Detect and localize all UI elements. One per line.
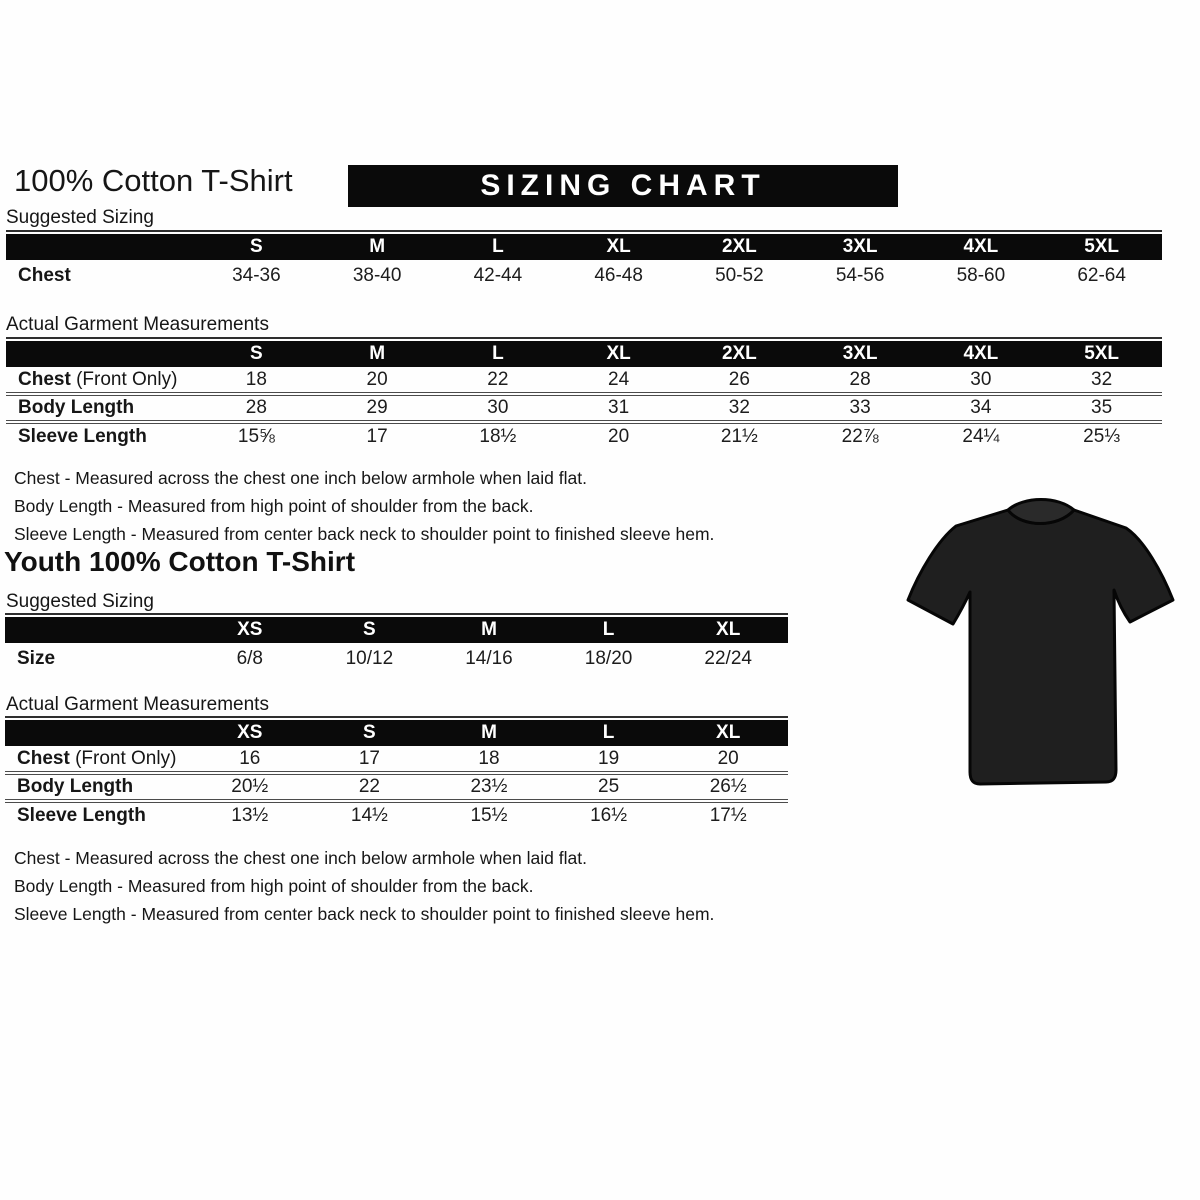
tshirt-body-shape — [908, 510, 1173, 784]
youth-suggested-section-label: Suggested Sizing — [6, 591, 154, 612]
table-row — [6, 367, 1162, 394]
column-header-2xl: 2XL — [679, 341, 800, 367]
table-row — [6, 422, 1162, 449]
size-value-cell: 29 — [317, 394, 438, 422]
size-value-cell: 26 — [728, 368, 750, 390]
table-row — [5, 643, 788, 674]
column-header-5xl: 5XL — [1041, 341, 1162, 367]
column-header-2xl: 2XL — [679, 234, 800, 260]
column-header-m: M — [317, 341, 438, 367]
size-value-cell: 21½ — [679, 422, 800, 449]
header-corner-cell — [5, 617, 190, 643]
column-header-xl: XL — [558, 341, 679, 367]
sizing-chart-banner: SIZING CHART — [348, 165, 898, 207]
table-row — [5, 801, 788, 828]
header-corner-cell — [6, 341, 196, 367]
size-value-cell: 62-64 — [1077, 264, 1126, 286]
column-header-xl: XL — [668, 617, 788, 643]
table-header-row — [6, 341, 1162, 367]
size-value-cell: 34-36 — [232, 264, 281, 286]
column-header-3xl: 3XL — [800, 341, 921, 367]
size-value-cell: 19 — [598, 747, 620, 769]
youth-actual-section-label: Actual Garment Measurements — [6, 694, 269, 715]
sizing-table — [6, 341, 1162, 449]
size-value-cell: 15½ — [429, 801, 549, 828]
row-label: Chest (Front Only) — [17, 747, 177, 769]
column-header-l: L — [438, 234, 559, 260]
column-header-l: L — [438, 341, 559, 367]
sizing-table — [5, 617, 788, 674]
adult-measurement-notes — [14, 464, 714, 548]
size-value-cell: 10/12 — [345, 647, 394, 669]
youth-section-title: Youth 100% Cotton T-Shirt — [4, 546, 356, 577]
size-value-cell: 17 — [358, 747, 380, 769]
row-label: Sleeve Length — [5, 801, 190, 828]
header-corner-cell — [5, 720, 190, 746]
size-value-cell: 20 — [717, 747, 739, 769]
size-value-cell: 46-48 — [594, 264, 643, 286]
column-header-l: L — [549, 720, 669, 746]
size-value-cell: 33 — [800, 394, 921, 422]
size-value-cell: 22 — [310, 773, 430, 801]
note-line: Body Length - Measured from high point of shoulder from the back. — [14, 496, 534, 516]
tshirt-illustration — [890, 476, 1190, 818]
size-value-cell: 30 — [438, 394, 559, 422]
size-value-cell: 16½ — [549, 801, 669, 828]
column-header-3xl: 3XL — [800, 234, 921, 260]
table-header-row — [5, 720, 788, 746]
size-value-cell: 23½ — [429, 773, 549, 801]
size-value-cell: 18 — [245, 368, 267, 390]
size-value-cell: 18/20 — [584, 647, 633, 669]
size-value-cell: 24 — [608, 368, 630, 390]
column-header-xs: XS — [190, 720, 310, 746]
size-value-cell: 28 — [849, 368, 871, 390]
column-header-s: S — [310, 720, 430, 746]
note-line: Chest - Measured across the chest one inch below armhole when laid flat. — [14, 468, 587, 488]
adult-suggested-section-label: Suggested Sizing — [6, 207, 154, 228]
size-value-cell: 22/24 — [704, 647, 752, 669]
adult-actual-section-label: Actual Garment Measurements — [6, 314, 269, 335]
column-header-m: M — [317, 234, 438, 260]
header-corner-cell — [6, 234, 196, 260]
table-row — [5, 773, 788, 801]
size-value-cell: 14½ — [310, 801, 430, 828]
size-value-cell: 58-60 — [956, 264, 1006, 286]
size-value-cell: 42-44 — [473, 264, 523, 286]
size-value-cell: 32 — [679, 394, 800, 422]
size-value-cell: 26½ — [668, 773, 788, 801]
column-header-m: M — [429, 720, 549, 746]
size-value-cell: 25 — [549, 773, 669, 801]
size-value-cell: 32 — [1091, 368, 1113, 390]
page-title: 100% Cotton T-Shirt — [14, 163, 293, 198]
column-header-xl: XL — [668, 720, 788, 746]
size-value-cell: 50-52 — [715, 264, 764, 286]
size-value-cell: 34 — [921, 394, 1042, 422]
column-header-s: S — [196, 341, 317, 367]
size-value-cell: 31 — [558, 394, 679, 422]
column-header-5xl: 5XL — [1041, 234, 1162, 260]
size-value-cell: 13½ — [190, 801, 310, 828]
table-row — [6, 394, 1162, 422]
size-value-cell: 35 — [1041, 394, 1162, 422]
table-row — [5, 746, 788, 773]
size-value-cell: 24¼ — [921, 422, 1042, 449]
size-value-cell: 22⅞ — [800, 422, 921, 449]
column-header-xl: XL — [558, 234, 679, 260]
size-value-cell: 18 — [478, 747, 500, 769]
table-header-row — [6, 234, 1162, 260]
size-value-cell: 6/8 — [236, 647, 263, 669]
youth-measurement-notes — [14, 844, 714, 928]
size-value-cell: 20½ — [190, 773, 310, 801]
column-header-4xl: 4XL — [921, 234, 1042, 260]
row-label: Sleeve Length — [6, 422, 196, 449]
size-value-cell: 25⅓ — [1041, 422, 1162, 449]
size-value-cell: 54-56 — [835, 264, 885, 286]
note-line: Sleeve Length - Measured from center back neck to shoulder point to finished sleeve hem. — [14, 904, 715, 924]
row-label: Size — [17, 647, 56, 669]
size-value-cell: 20 — [558, 422, 679, 449]
adult-actual-measurements-table — [6, 337, 1162, 449]
size-value-cell: 20 — [366, 368, 388, 390]
note-line: Body Length - Measured from high point of shoulder from the back. — [14, 876, 534, 896]
column-header-s: S — [196, 234, 317, 260]
tshirt-photo — [890, 476, 1190, 818]
note-line: Sleeve Length - Measured from center back neck to shoulder point to finished sleeve hem. — [14, 524, 715, 544]
size-value-cell: 16 — [239, 747, 261, 769]
size-value-cell: 18½ — [438, 422, 559, 449]
size-value-cell: 14/16 — [465, 647, 513, 669]
column-header-4xl: 4XL — [921, 341, 1042, 367]
row-label: Body Length — [5, 773, 190, 801]
size-value-cell: 38-40 — [352, 264, 402, 286]
row-label: Chest — [18, 264, 71, 286]
table-header-row — [5, 617, 788, 643]
note-line: Chest - Measured across the chest one inch below armhole when laid flat. — [14, 848, 587, 868]
sizing-table — [5, 720, 788, 828]
youth-suggested-sizing-table — [5, 613, 788, 674]
table-row — [6, 260, 1162, 291]
row-label: Chest (Front Only) — [18, 368, 178, 390]
size-value-cell: 22 — [487, 368, 509, 390]
row-label: Body Length — [6, 394, 196, 422]
adult-suggested-sizing-table — [6, 230, 1162, 291]
column-header-m: M — [429, 617, 549, 643]
column-header-xs: XS — [190, 617, 310, 643]
size-value-cell: 30 — [970, 368, 992, 390]
youth-actual-measurements-table — [5, 716, 788, 828]
size-value-cell: 17 — [317, 422, 438, 449]
size-value-cell: 17½ — [668, 801, 788, 828]
column-header-l: L — [549, 617, 669, 643]
sizing-table — [6, 234, 1162, 291]
size-value-cell: 15⅝ — [196, 422, 317, 449]
column-header-s: S — [310, 617, 430, 643]
size-value-cell: 28 — [196, 394, 317, 422]
